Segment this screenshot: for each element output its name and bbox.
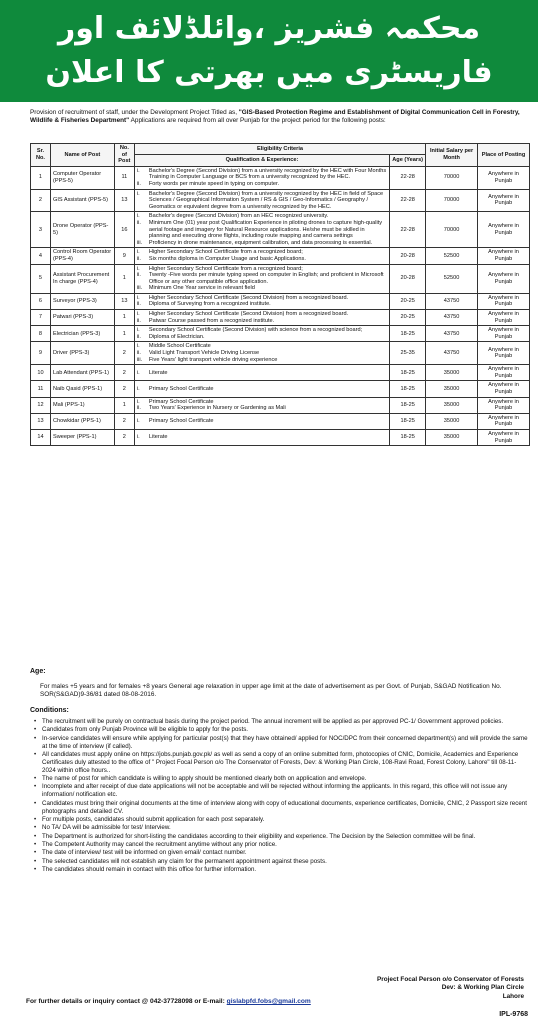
- cell-no: 2: [114, 429, 134, 445]
- qualification-item: [137, 191, 387, 211]
- cell-age: 18-25: [390, 397, 426, 413]
- cell-qualification: [134, 429, 389, 445]
- project-title: "GIS-Based Protection Regime and Establishment of Digital Communication Cell in Forestry, Wildlife & Fisheries Department": [30, 109, 520, 125]
- qualification-item: [137, 357, 387, 364]
- intro-text-2: Applications are required from all over Punjab for the project period for the following posts:: [129, 117, 386, 125]
- condition-item: [34, 775, 528, 783]
- qualification-number: i.: [136, 398, 140, 405]
- conditions-list: [34, 718, 528, 874]
- cell-place: Anywhere in Punjab: [478, 326, 530, 342]
- intro-paragraph: [30, 109, 528, 125]
- cell-salary: 70000: [426, 166, 478, 189]
- table-row: [31, 397, 530, 413]
- qualification-number: ii.: [136, 255, 141, 262]
- cell-sr: 10: [31, 365, 51, 381]
- cell-sr: 4: [31, 248, 51, 264]
- cell-age: 18-25: [390, 365, 426, 381]
- qualification-text: Secondary School Certificate (Second Division) with science from a recognized board;: [148, 327, 363, 334]
- cell-qualification: [134, 248, 389, 264]
- cell-no: 2: [114, 342, 134, 365]
- condition-text: Candidates must bring their original documents at the time of interview along with copy of educational documents, experience certificates, Domicile, CNIC, 2 Passport size recent photographs and detailed CV.: [42, 799, 527, 815]
- qualification-item: [137, 285, 387, 292]
- cell-salary: 35000: [426, 397, 478, 413]
- bullet-icon: •: [34, 865, 37, 873]
- cell-age: 22-28: [390, 166, 426, 189]
- qualification-text: Patwar Course passed from a recognized institute.: [148, 317, 275, 324]
- cell-qualification: [134, 342, 389, 365]
- cell-no: 11: [114, 166, 134, 189]
- cell-salary: 70000: [426, 212, 478, 248]
- table-row: [31, 189, 530, 212]
- qualification-text: Literate: [148, 369, 168, 376]
- cell-age: 18-25: [390, 326, 426, 342]
- bullet-icon: •: [34, 824, 37, 832]
- condition-text: For multiple posts, candidates should submit application for each post separately.: [42, 816, 265, 824]
- qualification-number: i.: [136, 294, 140, 301]
- qualification-item: [137, 386, 387, 393]
- cell-salary: 35000: [426, 365, 478, 381]
- table-row: [31, 212, 530, 248]
- condition-item: [34, 783, 528, 799]
- qualification-number: i.: [136, 167, 140, 174]
- cell-sr: 7: [31, 310, 51, 326]
- bullet-icon: •: [34, 775, 37, 783]
- cell-salary: 35000: [426, 381, 478, 397]
- condition-text: Incomplete and after receipt of due date applications will not be acceptable and will be rejected without informing the applicants. In this regard, this office will not issue any information/ notification etc.: [42, 783, 508, 799]
- cell-place: Anywhere in Punjab: [478, 342, 530, 365]
- condition-item: [34, 841, 528, 849]
- qualification-number: i.: [136, 418, 140, 425]
- contact-phone: 042-37728098: [150, 998, 193, 1005]
- qualification-item: [137, 418, 387, 425]
- qualification-number: iii.: [136, 285, 143, 292]
- bullet-icon: •: [34, 734, 37, 742]
- cell-place: Anywhere in Punjab: [478, 365, 530, 381]
- cell-salary: 52500: [426, 248, 478, 264]
- header-sr: Sr. No.: [31, 144, 51, 167]
- qualification-number: i.: [136, 311, 140, 318]
- cell-salary: 43750: [426, 310, 478, 326]
- qualification-text: Valid Light Transport Vehicle Driving License: [148, 350, 260, 357]
- qualification-item: [137, 213, 387, 220]
- cell-qualification: [134, 365, 389, 381]
- cell-place: Anywhere in Punjab: [478, 264, 530, 293]
- table-row: [31, 365, 530, 381]
- qualification-item: [137, 266, 387, 273]
- qualification-item: [137, 370, 387, 377]
- qualification-text: Twenty -Five words per minute typing speed on computer in English; and proficient in Microsoft Office or any other compatible office application.: [148, 272, 384, 285]
- cell-post: Control Room Operator (PPS-4): [50, 248, 114, 264]
- cell-no: 1: [114, 326, 134, 342]
- cell-age: 18-25: [390, 429, 426, 445]
- signature-line-1: Project Focal Person o/o Conservator of Forests: [376, 976, 524, 983]
- qualification-text: Higher Secondary School Certificate (Second Division) from a recognized board.: [148, 311, 349, 318]
- contact-line: [26, 998, 311, 1005]
- qualification-number: ii.: [136, 301, 141, 308]
- contact-prefix: For further details or inquiry contact @: [26, 998, 151, 1005]
- qualification-number: ii.: [136, 317, 141, 324]
- header-post: Name of Post: [50, 144, 114, 167]
- condition-text: The date of interview/ test will be informed on given email/ contact number.: [42, 849, 247, 857]
- cell-sr: 11: [31, 381, 51, 397]
- cell-sr: 8: [31, 326, 51, 342]
- table-row: [31, 293, 530, 309]
- cell-age: 20-28: [390, 264, 426, 293]
- condition-item: [34, 735, 528, 751]
- cell-place: Anywhere in Punjab: [478, 381, 530, 397]
- qualification-item: [137, 249, 387, 256]
- qualification-item: [137, 399, 387, 406]
- cell-age: 20-25: [390, 310, 426, 326]
- qualification-text: Five Years' light transport vehicle driving experience: [148, 356, 278, 363]
- cell-qualification: [134, 381, 389, 397]
- qualification-item: [137, 405, 387, 412]
- qualification-text: Forty words per minute speed in typing on computer.: [148, 180, 280, 187]
- qualification-text: Primary School Certificate: [148, 398, 214, 405]
- qualification-text: Higher Secondary School Certificate from a recognized board;: [148, 265, 303, 272]
- qualification-number: i.: [136, 434, 140, 441]
- condition-item: [34, 718, 528, 726]
- cell-post: Surveyor (PPS-3): [50, 293, 114, 309]
- cell-qualification: [134, 189, 389, 212]
- cell-post: Chowkidar (PPS-1): [50, 413, 114, 429]
- headline-line-2: فاریسٹری میں بھرتی کا اعلان: [45, 55, 493, 90]
- condition-item: [34, 800, 528, 816]
- signature-line-2: Dev: & Working Plan Circle: [441, 984, 524, 992]
- qualification-number: i.: [136, 213, 140, 220]
- qualification-item: [137, 311, 387, 318]
- cell-place: Anywhere in Punjab: [478, 293, 530, 309]
- condition-text: The selected candidates will not establish any claim for the permanent appointment against these posts.: [42, 857, 327, 865]
- qualification-item: [137, 181, 387, 188]
- cell-post: Computer Operator (PPS-5): [50, 166, 114, 189]
- condition-text: Candidates from only Punjab Province will be eligible to apply for the posts.: [42, 726, 249, 734]
- cell-salary: 52500: [426, 264, 478, 293]
- qualification-item: [137, 434, 387, 441]
- cell-sr: 5: [31, 264, 51, 293]
- cell-sr: 9: [31, 342, 51, 365]
- cell-no: 16: [114, 212, 134, 248]
- ipl-number: IPL-9768: [499, 1011, 528, 1018]
- condition-text: The recruitment will be purely on contractual basis during the project period. The annual increment will be applied as per approved PC-1/ Government approved policies.: [42, 718, 504, 725]
- cell-place: Anywhere in Punjab: [478, 413, 530, 429]
- condition-text: The name of post for which candidate is willing to apply should be mentioned clearly both on application and envelope.: [42, 775, 367, 783]
- bullet-icon: •: [34, 726, 37, 734]
- bullet-icon: •: [34, 750, 37, 758]
- posts-table-body: [31, 166, 530, 445]
- cell-no: 2: [114, 365, 134, 381]
- condition-item: [34, 751, 528, 775]
- condition-item: [34, 824, 528, 832]
- cell-salary: 43750: [426, 342, 478, 365]
- cell-post: Lab Attendant (PPS-1): [50, 365, 114, 381]
- signature-block: [377, 976, 524, 1001]
- cell-salary: 35000: [426, 429, 478, 445]
- table-row: [31, 310, 530, 326]
- condition-text: The candidates should remain in contact with this office for further information.: [42, 865, 257, 873]
- qualification-number: i.: [136, 190, 140, 197]
- condition-item: [34, 849, 528, 857]
- headline-line-1: محکمہ فشریز ،وائلڈلائف اور: [57, 11, 481, 46]
- cell-age: 20-25: [390, 293, 426, 309]
- bullet-icon: •: [34, 857, 37, 865]
- cell-place: Anywhere in Punjab: [478, 212, 530, 248]
- condition-item: [34, 833, 528, 841]
- cell-qualification: [134, 264, 389, 293]
- qualification-text: Literate: [148, 434, 168, 441]
- cell-age: 18-25: [390, 413, 426, 429]
- cell-qualification: [134, 326, 389, 342]
- qualification-text: Middle School Certificate: [148, 343, 211, 350]
- cell-post: Assistant Procurement In charge (PPS-4): [50, 264, 114, 293]
- cell-place: Anywhere in Punjab: [478, 429, 530, 445]
- qualification-number: ii.: [136, 219, 141, 226]
- table-row: [31, 248, 530, 264]
- header-qual: Qualification & Experience:: [134, 155, 389, 166]
- bullet-icon: •: [34, 816, 37, 824]
- cell-post: Sweeper (PPS-1): [50, 429, 114, 445]
- qualification-number: ii.: [136, 405, 141, 412]
- cell-place: Anywhere in Punjab: [478, 397, 530, 413]
- header-no: No. of Post: [114, 144, 134, 167]
- signature-line-3: Lahore: [502, 992, 524, 1000]
- cell-sr: 6: [31, 293, 51, 309]
- table-row: [31, 326, 530, 342]
- qualification-item: [137, 334, 387, 341]
- qualification-item: [137, 220, 387, 240]
- qualification-item: [137, 240, 387, 247]
- condition-text: The Competent Authority may cancel the recruitment anytime without any prior notice.: [42, 840, 277, 848]
- cell-salary: 35000: [426, 413, 478, 429]
- cell-salary: 43750: [426, 326, 478, 342]
- cell-no: 1: [114, 397, 134, 413]
- condition-item: [34, 858, 528, 866]
- qualification-number: ii.: [136, 333, 141, 340]
- qualification-number: ii.: [136, 350, 141, 357]
- qualification-text: Primary School Certificate: [148, 418, 214, 425]
- qualification-number: i.: [136, 369, 140, 376]
- header-place: Place of Posting: [478, 144, 530, 167]
- cell-qualification: [134, 166, 389, 189]
- cell-age: 22-28: [390, 189, 426, 212]
- cell-no: 13: [114, 189, 134, 212]
- bullet-icon: •: [34, 799, 37, 807]
- cell-place: Anywhere in Punjab: [478, 310, 530, 326]
- cell-post: Mali (PPS-1): [50, 397, 114, 413]
- cell-qualification: [134, 293, 389, 309]
- bullet-icon: •: [34, 840, 37, 848]
- cell-post: Driver (PPS-3): [50, 342, 114, 365]
- cell-no: 13: [114, 293, 134, 309]
- cell-no: 1: [114, 310, 134, 326]
- posts-table: [30, 143, 530, 446]
- cell-qualification: [134, 397, 389, 413]
- qualification-item: [137, 168, 387, 181]
- qualification-text: Minimum One Year service in relevant field: [148, 285, 255, 292]
- cell-post: Patwari (PPS-3): [50, 310, 114, 326]
- cell-post: GIS Assistant (PPS-5): [50, 189, 114, 212]
- qualification-item: [137, 318, 387, 325]
- qualification-item: [137, 272, 387, 285]
- age-relaxation-text: For males +5 years and for females +8 years General age relaxation in upper age limit at the date of advertisement as per Govt. of Punjab, S&GAD Notification No. SOR(S&GAD)9-36/81 dated 08-08-2016.: [40, 683, 502, 699]
- condition-text: All candidates must apply online on https://jobs.punjab.gov.pk/ as well as send a copy of an online submitted form, photocopies of CNIC, Domicile, Academics and Experience Certificates duly attested to the office of " Project Focal Person o/o The Conservator of Forests, Dev: & Working Plan Circle, 108-Ravi Road, Forest Colony, Lahore" till 08-11-2024 within office hours..: [42, 750, 519, 774]
- cell-age: 18-25: [390, 381, 426, 397]
- cell-place: Anywhere in Punjab: [478, 166, 530, 189]
- cell-age: 22-28: [390, 212, 426, 248]
- qualification-text: Primary School Certificate: [148, 385, 214, 392]
- condition-item: [34, 866, 528, 874]
- cell-no: 1: [114, 264, 134, 293]
- header-salary: Initial Salary per Month: [426, 144, 478, 167]
- qualification-text: Two Years' Experience in Nursery or Gardening as Mali: [148, 405, 286, 412]
- cell-sr: 3: [31, 212, 51, 248]
- table-row: [31, 413, 530, 429]
- bullet-icon: •: [34, 849, 37, 857]
- header-age: Age (Years): [390, 155, 426, 166]
- qualification-text: Bachelor's degree (Second Division) from an HEC recognized university.: [148, 213, 329, 220]
- cell-sr: 2: [31, 189, 51, 212]
- qualification-number: i.: [136, 249, 140, 256]
- cell-place: Anywhere in Punjab: [478, 189, 530, 212]
- contact-or: or E-mail:: [192, 998, 227, 1005]
- qualification-number: ii.: [136, 272, 141, 279]
- cell-post: Drone Operator (PPS-5): [50, 212, 114, 248]
- cell-sr: 1: [31, 166, 51, 189]
- qualification-number: ii.: [136, 180, 141, 187]
- cell-no: 9: [114, 248, 134, 264]
- condition-text: In-service candidates will ensure while applying for particular post(s) that they have obtained/ applied for NOC/DPC from their concerned department(s) and will provide the same at the time of interview (if called).: [42, 734, 528, 750]
- contact-email-link[interactable]: gislabpfd.fobs@gmail.com: [226, 998, 311, 1005]
- qualification-text: Minimum One (01) year post Qualification Experience in piloting drones to capture high-quality aerial footage and imagery for Natural Resource applications. He/she must be skilled in planning and executing drone flights, including route mapping and camera settings: [148, 219, 383, 240]
- table-row: [31, 381, 530, 397]
- cell-no: 2: [114, 413, 134, 429]
- cell-sr: 13: [31, 413, 51, 429]
- qualification-number: i.: [136, 343, 140, 350]
- qualification-item: [137, 256, 387, 263]
- condition-text: No TA/ DA will be admissible for test/ Interview.: [42, 824, 171, 832]
- qualification-text: Proficiency in drone maintenance, equipment calibration, and data processing is essential.: [148, 239, 373, 246]
- table-row: [31, 342, 530, 365]
- table-row: [31, 166, 530, 189]
- qualification-item: [137, 327, 387, 334]
- bullet-icon: •: [34, 718, 37, 725]
- age-heading: Age:: [30, 668, 46, 675]
- qualification-number: iii.: [136, 356, 143, 363]
- conditions-heading: Conditions:: [30, 707, 69, 714]
- qualification-number: iii.: [136, 239, 143, 246]
- qualification-item: [137, 301, 387, 308]
- cell-qualification: [134, 212, 389, 248]
- header-eligibility: Eligibility Criteria: [134, 144, 425, 155]
- qualification-item: [137, 295, 387, 302]
- condition-item: [34, 816, 528, 824]
- condition-item: [34, 726, 528, 734]
- bullet-icon: •: [34, 832, 37, 840]
- table-row: [31, 264, 530, 293]
- cell-sr: 14: [31, 429, 51, 445]
- qualification-text: Higher Secondary School Certificate (Second Division) from a recognized board.: [148, 294, 349, 301]
- urdu-headline-banner: [0, 0, 538, 102]
- qualification-item: [137, 343, 387, 350]
- cell-qualification: [134, 310, 389, 326]
- cell-age: 20-28: [390, 248, 426, 264]
- cell-no: 2: [114, 381, 134, 397]
- cell-post: Electrician (PPS-3): [50, 326, 114, 342]
- qualification-text: Higher Secondary School Certificate from a recognized board;: [148, 249, 303, 256]
- condition-text: The Department is authorized for short-listing the candidates according to their eligibility and experience. The Decision by the Selection committee will be final.: [42, 832, 476, 840]
- cell-post: Naib Qasid (PPS-1): [50, 381, 114, 397]
- qualification-text: Diploma of Electrician.: [148, 333, 205, 340]
- qualification-text: Bachelor's Degree (Second Division) from a university recognized by the HEC with Four Months Training in Computer Language or BCS from a university recognized by the HEC.: [148, 167, 387, 181]
- cell-sr: 12: [31, 397, 51, 413]
- qualification-number: i.: [136, 265, 140, 272]
- qualification-text: Bachelor's Degree (Second Division) from a university recognized by the HEC in field of Space Sciences / Geographical Information System / RS & GIS / Geo-Informatics / Geography / Geomatics or equivalent degree from a university recognized by the HEC.: [148, 190, 384, 210]
- table-row: [31, 429, 530, 445]
- cell-qualification: [134, 413, 389, 429]
- cell-salary: 43750: [426, 293, 478, 309]
- intro-text-1: Provision of recruitment of staff, under the Development Project Titled as,: [30, 109, 239, 116]
- qualification-number: i.: [136, 327, 140, 334]
- qualification-text: Six months diploma in Computer Usage and basic Applications.: [148, 255, 306, 262]
- bullet-icon: •: [34, 783, 37, 791]
- cell-place: Anywhere in Punjab: [478, 248, 530, 264]
- qualification-item: [137, 350, 387, 357]
- cell-salary: 70000: [426, 189, 478, 212]
- qualification-number: i.: [136, 385, 140, 392]
- qualification-text: Diploma of Surveying from a recognized institute.: [148, 301, 271, 308]
- cell-age: 25-35: [390, 342, 426, 365]
